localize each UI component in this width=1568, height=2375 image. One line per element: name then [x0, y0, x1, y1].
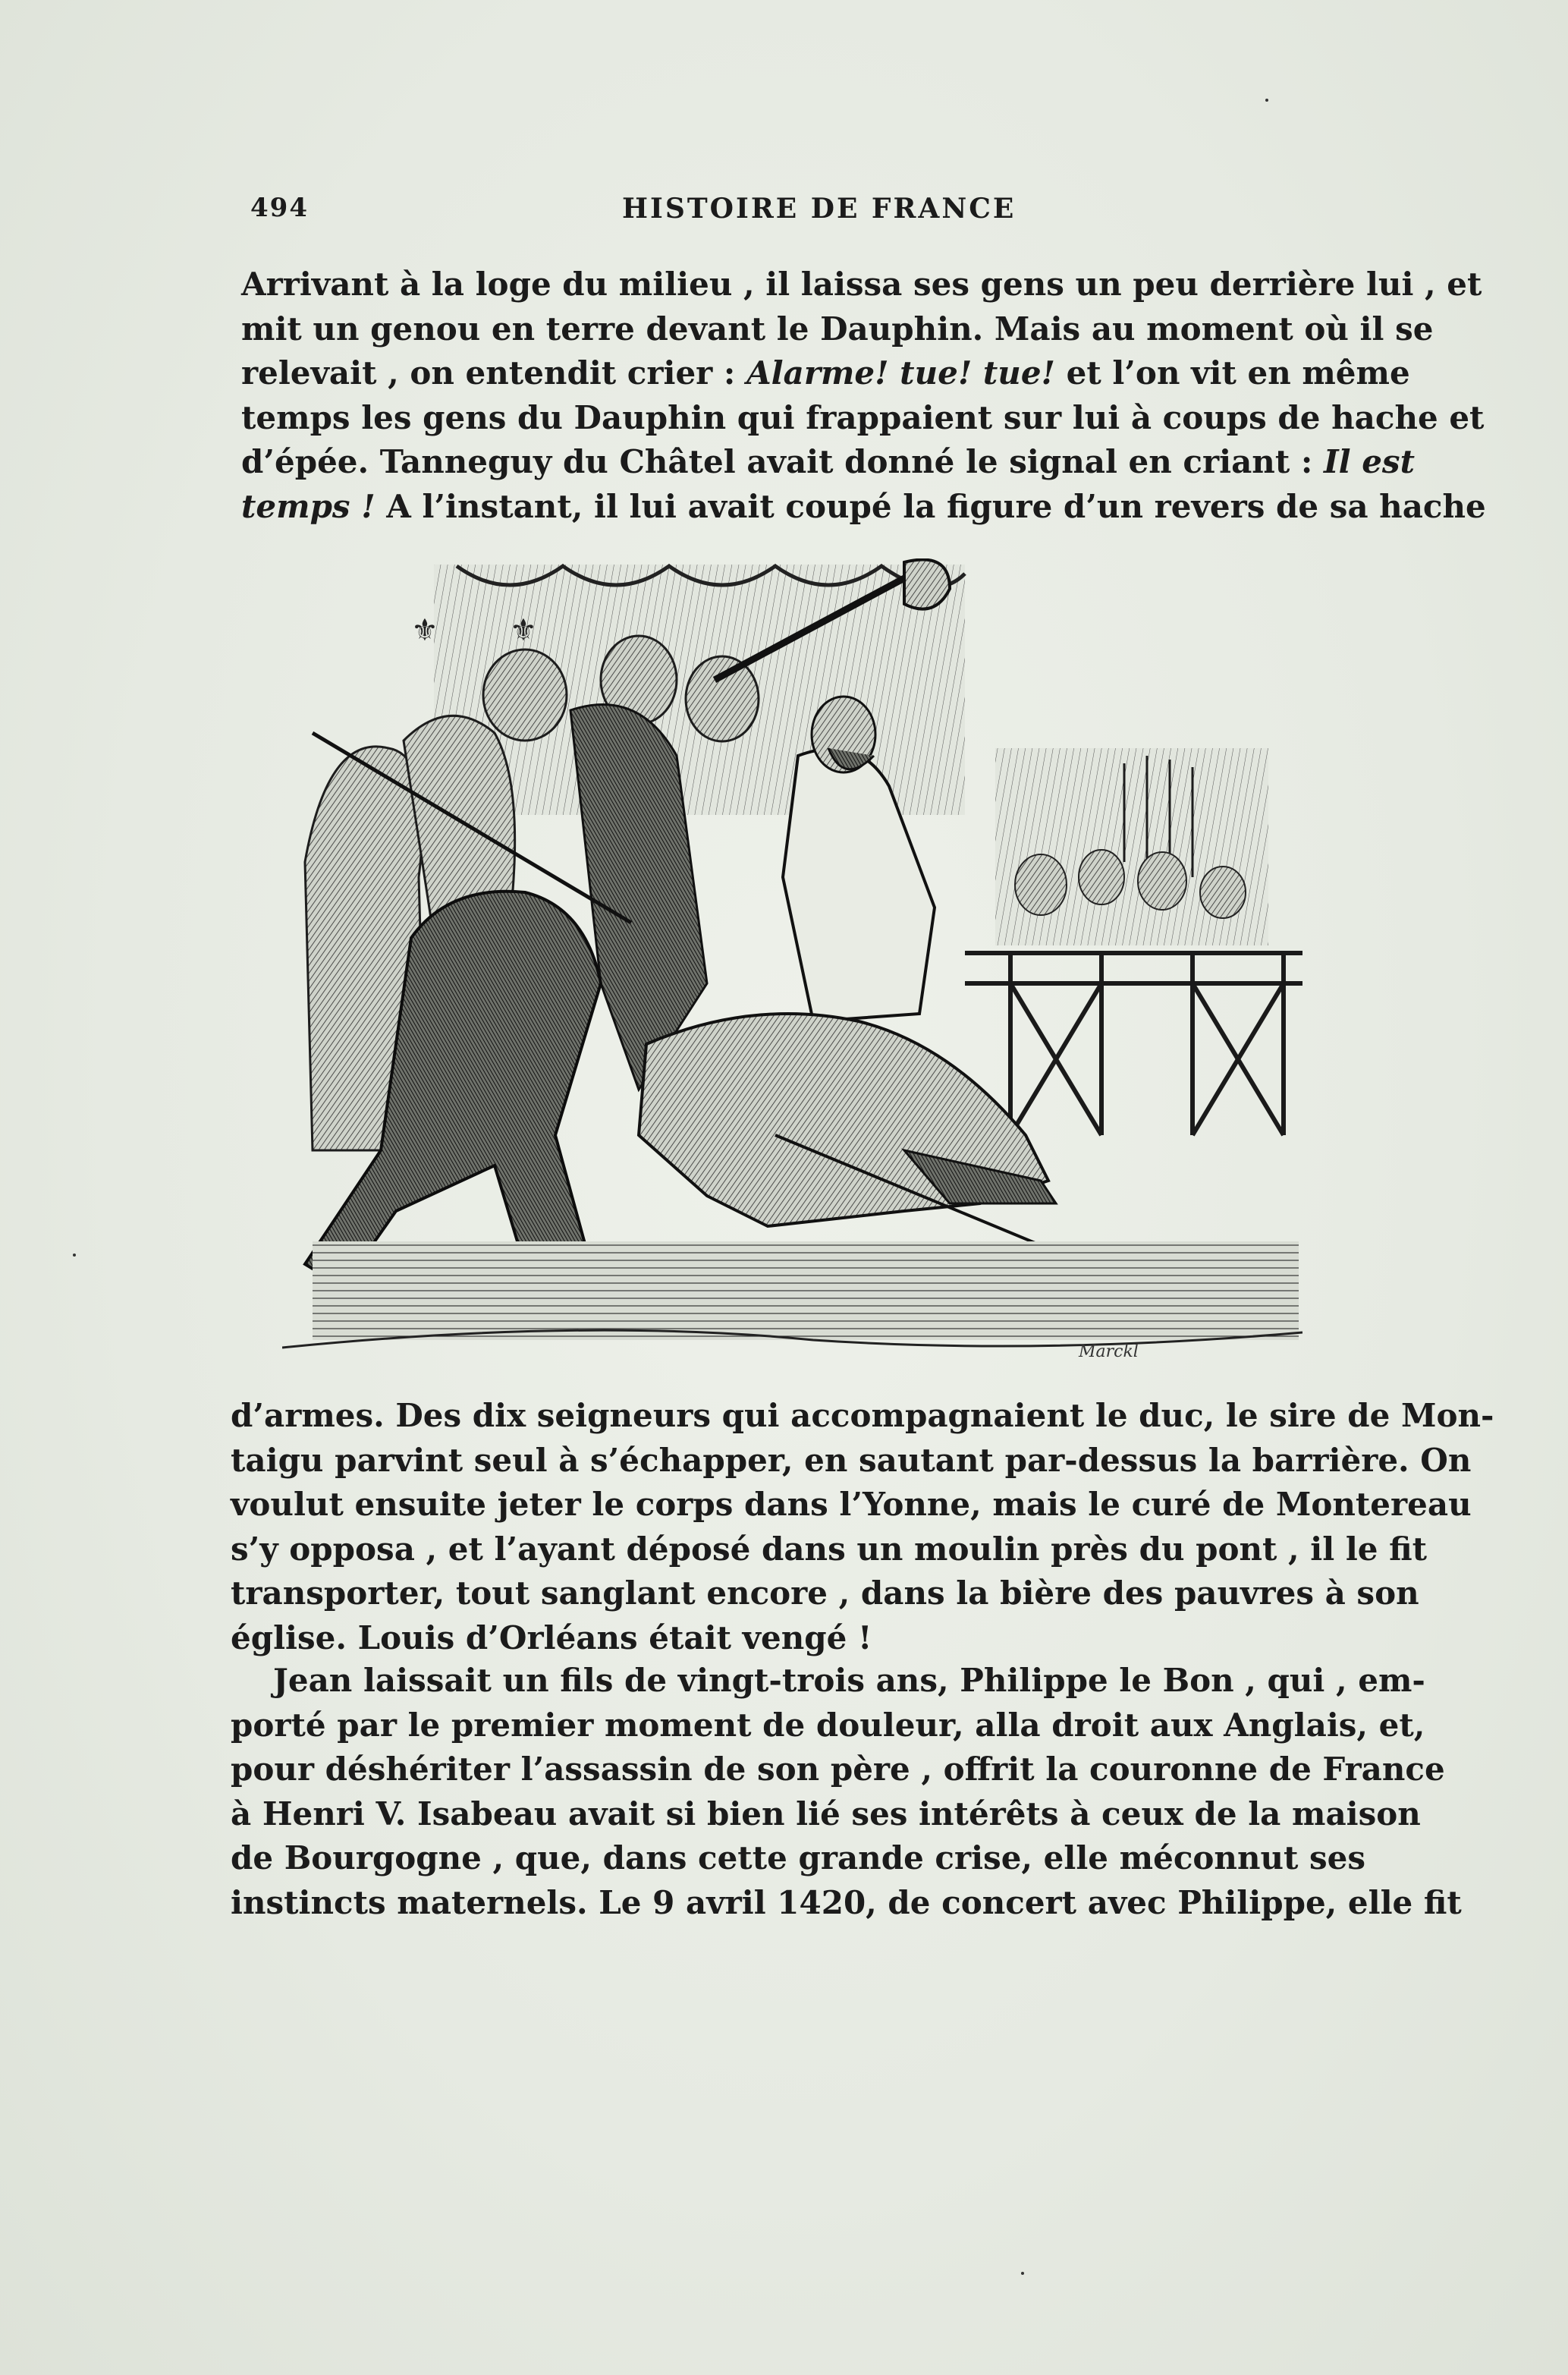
wooden-barrier — [965, 953, 1302, 1135]
cry-alarme: Alarme! tue! tue! — [746, 354, 1055, 392]
text-line: porté par le premier moment de douleur, alla droit aux Anglais, et, — [231, 1706, 1425, 1744]
text-line: église. Louis d’Orléans était vengé ! — [231, 1618, 872, 1656]
engraving-illustration — [282, 558, 1302, 1364]
paper-speck — [1021, 2272, 1024, 2275]
text-segment: et l’on vit en même — [1054, 354, 1410, 392]
text-line: Arrivant à la loge du milieu , il laissa ses gens un peu derrière lui , et — [241, 266, 1482, 303]
paper-speck — [1265, 99, 1268, 102]
paragraph-2 — [231, 1394, 1494, 1661]
paragraph-1 — [241, 263, 1486, 530]
text-line: d’armes. Des dix seigneurs qui accompagnaient le duc, le sire de Mon- — [231, 1397, 1494, 1434]
paper-speck — [73, 1254, 76, 1257]
text-line — [241, 351, 1410, 396]
page-header — [250, 193, 1358, 231]
text-line: temps les gens du Dauphin qui frappaient sur lui à coups de hache et — [241, 398, 1485, 436]
fleur-de-lis-icon: ⚜ — [510, 613, 537, 648]
text-segment: relevait , on entendit crier : — [241, 354, 747, 392]
running-title: HISTOIRE DE FRANCE — [622, 193, 1017, 225]
text-line: pour déshériter l’assassin de son père , offrit la couronne de France — [231, 1751, 1445, 1788]
fleur-de-lis-icon: ⚜ — [411, 613, 438, 648]
text-segment: d’épée. Tanneguy du Châtel avait donné le signal en criant : — [241, 443, 1324, 481]
text-line: instincts maternels. Le 9 avril 1420, de concert avec Philippe, elle fit — [231, 1883, 1462, 1921]
text-line: s’y opposa , et l’ayant déposé dans un moulin près du pont , il le fit — [231, 1530, 1428, 1568]
text-line: de Bourgogne , que, dans cette grande crise, elle méconnut ses — [231, 1839, 1366, 1877]
text-line: transporter, tout sanglant encore , dans la bière des pauvres à son — [231, 1574, 1419, 1612]
engraver-signature: Marckl — [1079, 1342, 1139, 1361]
page-number: 494 — [250, 193, 309, 223]
text-line — [241, 440, 1415, 485]
signal-temps: temps ! — [241, 487, 387, 525]
text-line: mit un genou en terre devant le Dauphin. Mais au moment où il se — [241, 310, 1434, 348]
stone-floor — [313, 1241, 1299, 1340]
text-line: à Henri V. Isabeau avait si bien lié ses intérêts à ceux de la maison — [231, 1795, 1421, 1832]
text-line: taigu parvint seul à s’échapper, en sautant par-dessus la barrière. On — [231, 1441, 1472, 1479]
paragraph-3 — [231, 1659, 1462, 1926]
text-line — [241, 485, 1486, 530]
text-line: Jean laissait un fils de vingt-trois ans, Philippe le Bon , qui , em- — [273, 1662, 1425, 1699]
text-segment: A l’instant, il lui avait coupé la figure d’un revers de sa hache — [386, 487, 1486, 525]
engraving-svg — [282, 558, 1302, 1364]
text-line: voulut ensuite jeter le corps dans l’Yonne, mais le curé de Montereau — [231, 1486, 1472, 1524]
signal-il-est: Il est — [1323, 443, 1415, 481]
